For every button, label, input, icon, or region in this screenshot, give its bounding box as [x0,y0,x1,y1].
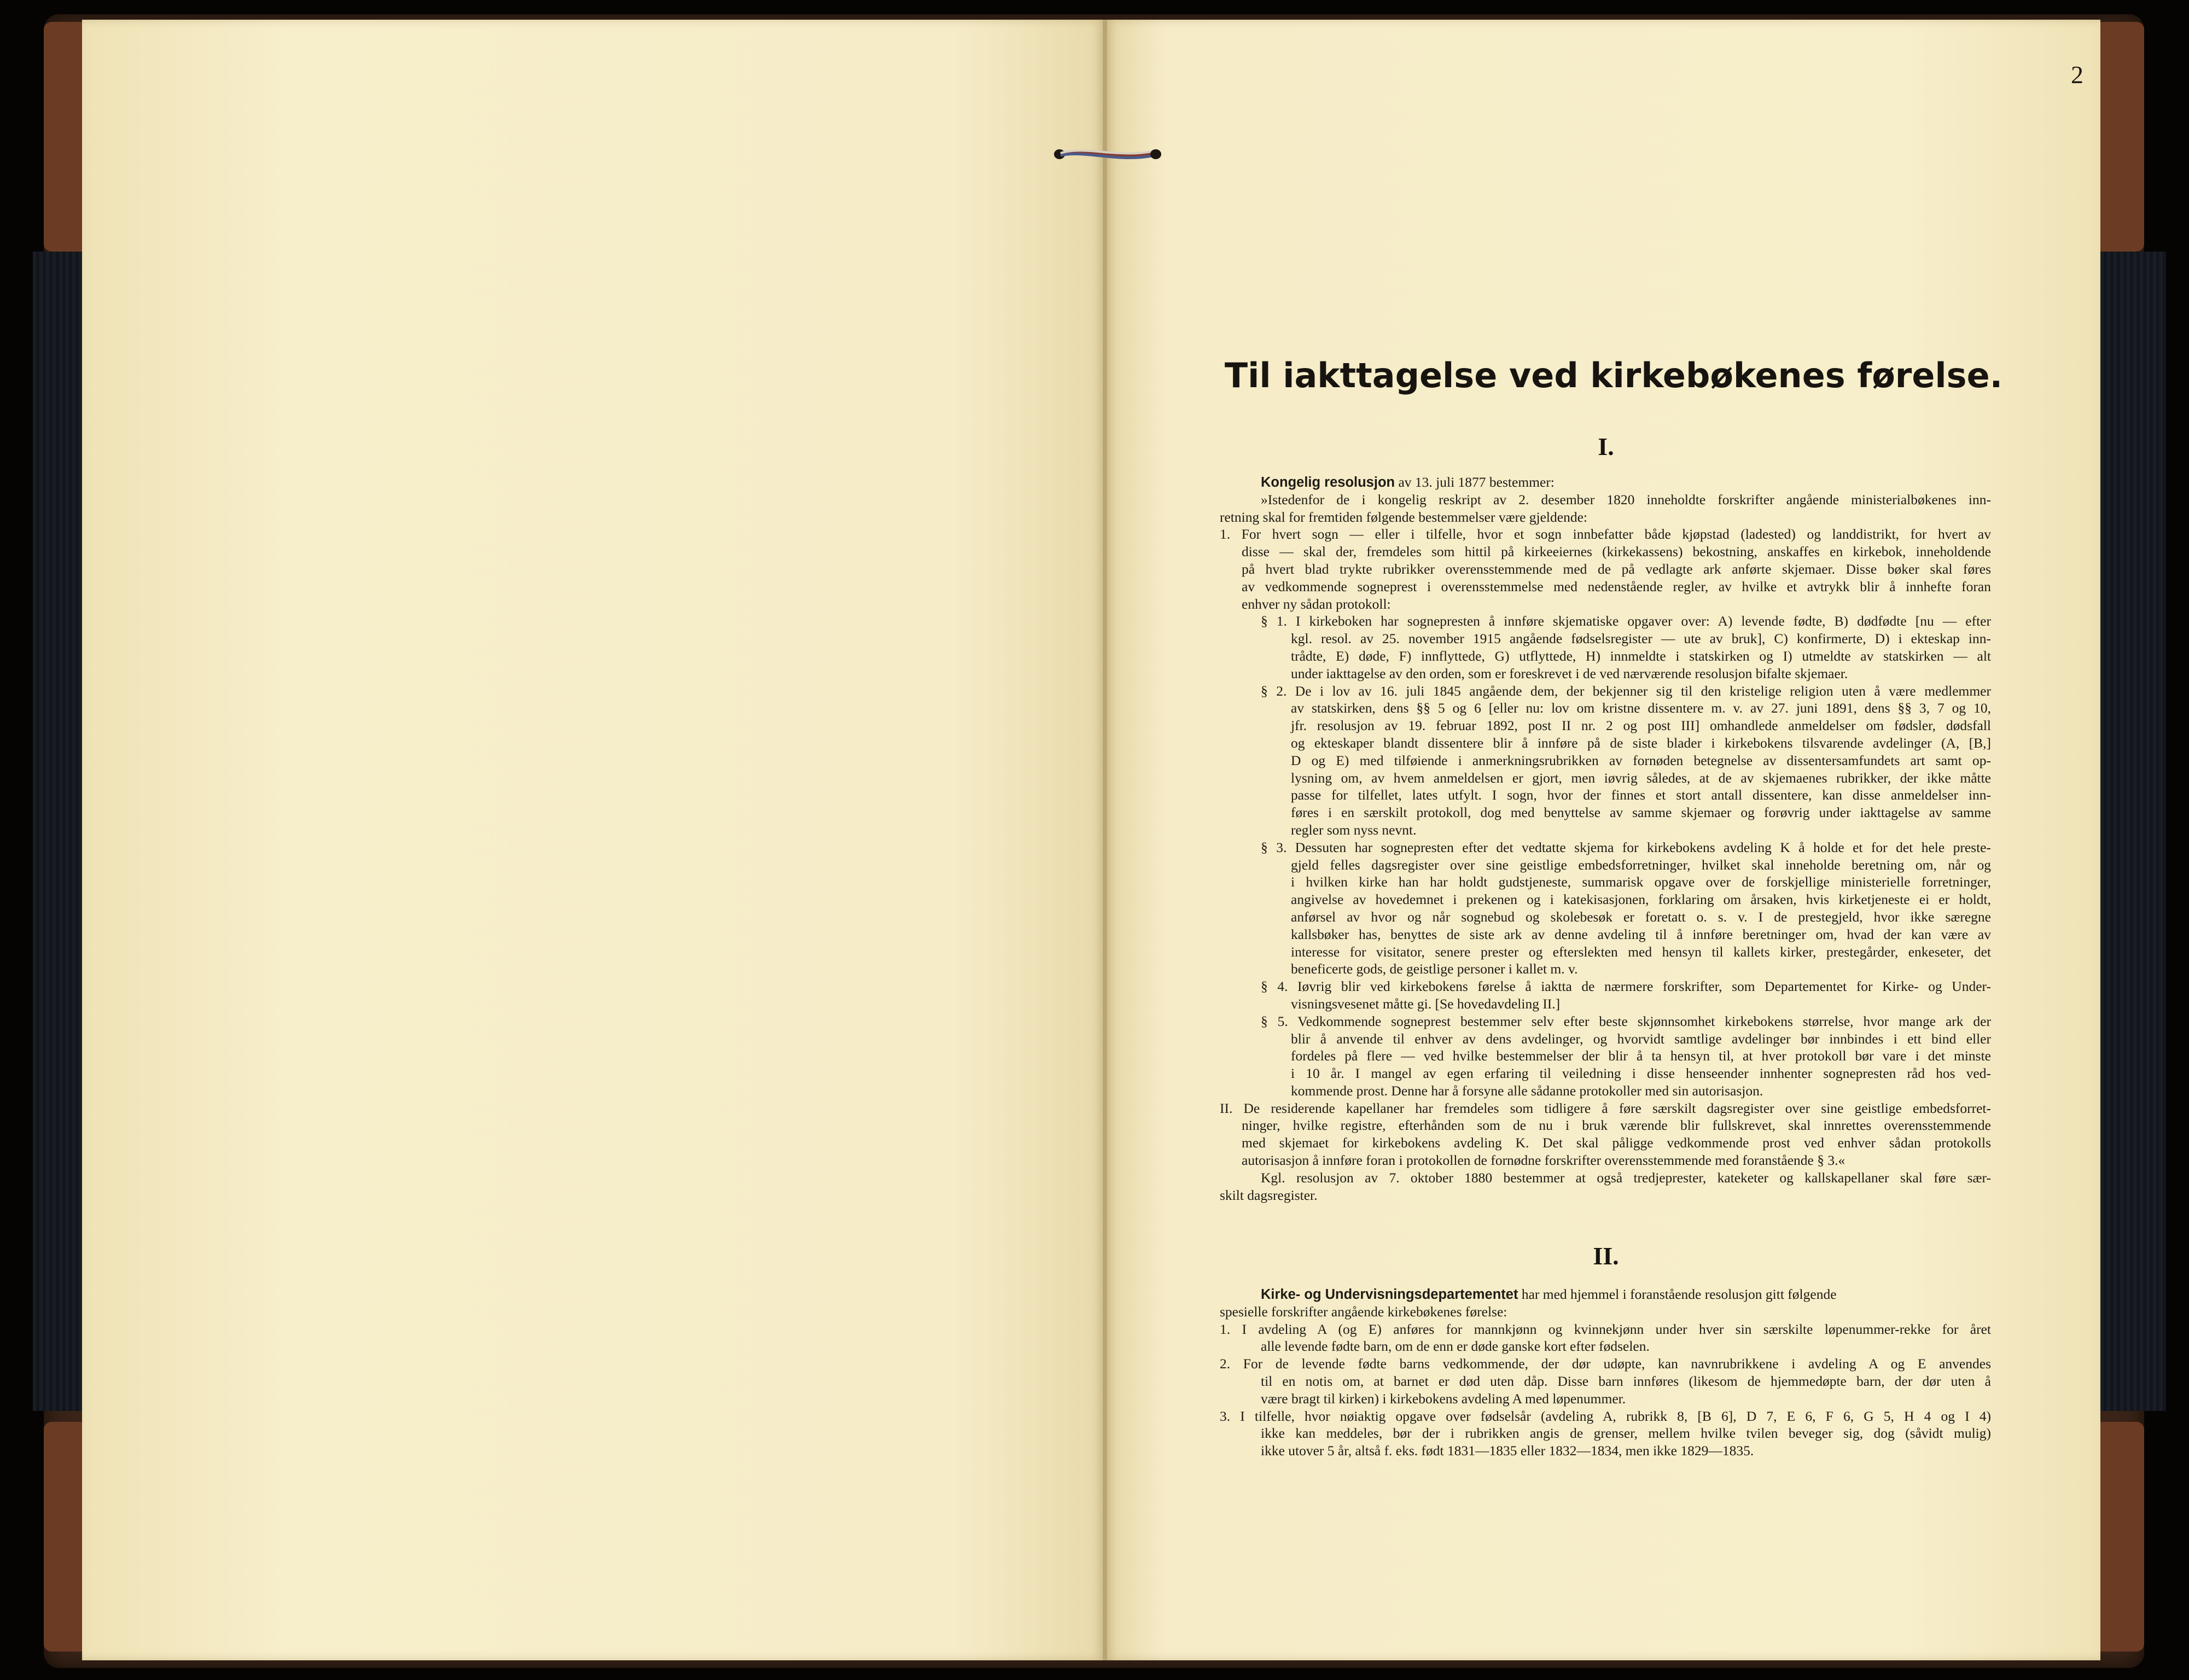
body-line: under iakttagelse av den orden, som er foreskrevet i de ved nærværende resolusjon bifalte skjemaer. [1291,665,1848,681]
section-heading: II. [1593,1242,1619,1270]
body-line: § 3. Dessuten har sognepresten efter det vedtatte skjema for kirkebokens avdeling K å holde et for det hele preste- [1261,839,1991,855]
leather-corner [2095,1422,2144,1652]
body-line: jfr. resolusjon av 19. februar 1892, post II nr. 2 og post III] omhandlede anmeldelser om fødsler, dødsfall [1291,718,1991,734]
body-line: autorisasjon å innføre foran i protokollen de fornødne forskrifter overensstemmende med foranstående § 3.« [1242,1152,1845,1169]
body-line: til en notis om, at barnet er død uten dåp. Disse barn innføres (likesom de hjemmedøpte barn, der dør uten å [1261,1373,1991,1389]
section-lead: Kirke- og Undervisningsdepartementet [1261,1287,1518,1302]
body-line: retning skal for fremtiden følgende bestemmelser være gjeldende: [1220,509,1587,525]
body-line: § 4. Iøvrig blir ved kirkebokens førelse å iaktta de nærmere forskrifter, som Departementet for Kirke- og Under- [1261,978,1991,995]
body-line: gjeld felles dagsregister over sine geistlige embedsforretninger, hvilket skal inneholde beretning om, når og [1291,856,1991,873]
body-line: av vedkommende sogneprest i overensstemmelse med nedenstående regler, av hvilke et avtrykk blir å innhefte foran [1242,578,1991,594]
body-line: 1. For hvert sogn — eller i tilfelle, hvor et sogn innbefatter både kjøpstad (ladested) og landdistrikt, for hvert av [1220,526,1991,542]
body-line: fordeles på flere — ved hvilke bestemmelser der blir å ta hensyn til, at hver protokoll bør vare i det minste [1291,1048,1991,1064]
body-line: 2. For de levende fødte barns vedkommende, der dør udøpte, kan navnrubrikkene i avdeling A og E anvendes [1220,1356,1991,1372]
body-line: beneficerte gods, de geistlige personer i kallet m. v. [1291,961,1578,977]
body-line: enhver ny sådan protokoll: [1242,596,1391,612]
body-line: være bragt til kirken) i kirkebokens avdeling A med løpenummer. [1261,1390,1626,1407]
body-line: og ekteskaper blandt dissentere blir å innføre på de siste blader i kirkebokens tilsvarende avdelinger (A, [B,] [1291,734,1991,751]
body-line: i 10 år. I mangel av egen erfaring til veiledning i disse henseender innhenter sognepresten råd hos ved- [1291,1065,1991,1082]
left-page-blank [82,20,1104,1660]
body-line: føres i en særskilt protokoll, dog med benyttelse av samme skjemaer og forøvrig under iakttagelse av samme [1291,804,1991,821]
body-line: 1. I avdeling A (og E) anføres for mannkjønn og kvinnekjønn under hver sin særskilte løpenummer-rekke for året [1220,1321,1991,1337]
section-body [1220,474,1991,1204]
body-line: i hvilken kirke han har holdt gudstjeneste, summarisk opgave over de forskjellige ministerielle forretninger, [1291,874,1991,890]
body-line: kallsbøker has, benyttes de siste ark av denne avdeling til å innføre beretninger om, hvad der kan være av [1291,926,1991,942]
body-line: II. De residerende kapellaner har fremdeles som tidligere å føre særskilt dagsregister over sine geistlige embedsforret- [1220,1100,1991,1116]
body-line: D og E) med tilføiende i anmerkningsrubrikken av fornøden betegnelse av dissentersamfundets art samt op- [1291,752,1991,768]
body-line: § 1. I kirkeboken har sognepresten å innføre skjematiske opgaver over: A) levende fødte, B) dødfødte [nu — efter [1261,613,1991,629]
body-line: 3. I tilfelle, hvor nøiaktig opgave over fødselsår (avdeling A, rubrikk 8, [B 6], D 7, E 6, F 6, G 5, H 4 og I 4) [1220,1408,1991,1424]
body-line: anførsel av hvor og når sognebud og skolebesøk er foretatt o. s. v. I de prestegjeld, hvor ikke særegne [1291,908,1991,925]
page-number: 2 [2071,61,2083,89]
body-line: ikke utover 5 år, altså f. eks. født 1831—1835 eller 1832—1834, men ikke 1829—1835. [1261,1443,1754,1459]
body-line: av statskirken, dens §§ 5 og 6 [eller nu: lov om kristne dissentere m. v. av 27. juni 1891, dens §§ 3, 7 og 10, [1291,700,1991,716]
body-line: spesielle forskrifter angående kirkebøkenes førelse: [1220,1303,1507,1320]
body-line: regler som nyss nevnt. [1291,821,1417,838]
body-line: med skjemaet for kirkebokens avdeling K. Det skal påligge vedkommende prost ved enhver sådan protokolls [1242,1135,1991,1151]
body-line: lysning om, av hvem anmeldelsen er gjort, men iøvrig således, at de av skjemaenes rubrikker, der ikke måtte [1291,769,1991,786]
body-line: »Istedenfor de i kongelig reskript av 2. desember 1820 inneholdte forskrifter angående ministerialbøkenes inn- [1261,491,1991,508]
leather-corner [2095,22,2144,252]
body-line: kgl. resol. av 25. november 1915 angående fødselsregister — ute av bruk], C) konfirmerte, D) i ekteskap inn- [1291,631,1991,647]
body-line: passe for tilfellet, lates utfylt. I sogn, hvor der finnes et stort antall dissentere, kan disse anmeldelser inn- [1291,787,1991,803]
body-line: blir å anvende til enhver av dens avdelinger, og hvorvidt samtlige avdelinger bør innbindes i ett bind eller [1291,1030,1991,1047]
body-line: kommende prost. Denne har å forsyne alle sådanne protokoller med sin autorisasjon. [1291,1082,1763,1099]
body-line: alle levende fødte barn, om de enn er døde ganske kort efter fødselen. [1261,1338,1650,1355]
section-heading: I. [1598,433,1614,460]
body-line: interesse for visitator, senere prester og efterslekten med hensyn til kallets kirker, prestegårder, enkeseter, det [1291,943,1991,960]
section-body [1220,1286,1991,1460]
body-line: ninger, hvilke registre, efterhånden som de nu i bruk værende blir fullskrevet, skal innrettes overensstemmende [1242,1117,1991,1134]
binding-thread [1053,143,1162,165]
body-line: angivelse av hovedemnet i prekenen og i katekisasjonen, forklaring om årsaken, hvis kirketjeneste ei er holdt, [1291,891,1991,908]
body-line: Kgl. resolusjon av 7. oktober 1880 bestemmer at også tredjeprester, kateketer og kallskapellaner skal føre sær- [1261,1169,1991,1186]
body-line: disse — skal der, fremdeles som hittil på kirkeeiernes (kirkekassens) bekostning, anskaffes en kirkebok, inneholdende [1242,544,1991,560]
body-line: § 5. Vedkommende sogneprest bestemmer selv efter beste skjønnsomhet kirkebokens størrelse, hvor mange ark der [1261,1013,1991,1029]
body-line: har med hjemmel i foranstående resolusjon gitt følgende [1518,1286,1837,1302]
body-line: av 13. juli 1877 bestemmer: [1395,474,1555,490]
body-line: § 2. De i lov av 16. juli 1845 angående dem, der bekjenner sig til den kristelige religion uten å være medlemmer [1261,682,1991,699]
body-line: visningsvesenet måtte gi. [Se hovedavdeling II.] [1291,995,1561,1012]
page-title: Til iakttagelse ved kirkebøkenes førelse. [1224,355,2003,395]
body-line: ikke kan meddeles, bør der i rubrikken angis de grenser, mellem hvilke tvilen beveger sig, dog (såvidt mulig) [1261,1425,1991,1442]
body-line: trådte, E) døde, F) innflyttede, G) utflyttede, H) innmeldte i statskirken og I) utmeldte av statskirken — alt [1291,648,1991,664]
body-line: skilt dagsregister. [1220,1187,1318,1203]
book-gutter [1103,20,1107,1660]
body-line: på hvert blad trykte rubrikker overensstemmende med de på vedlagte ark anførte skjemaer. Disse bøker skal føres [1242,561,1991,577]
section-lead: Kongelig resolusjon [1261,475,1395,490]
